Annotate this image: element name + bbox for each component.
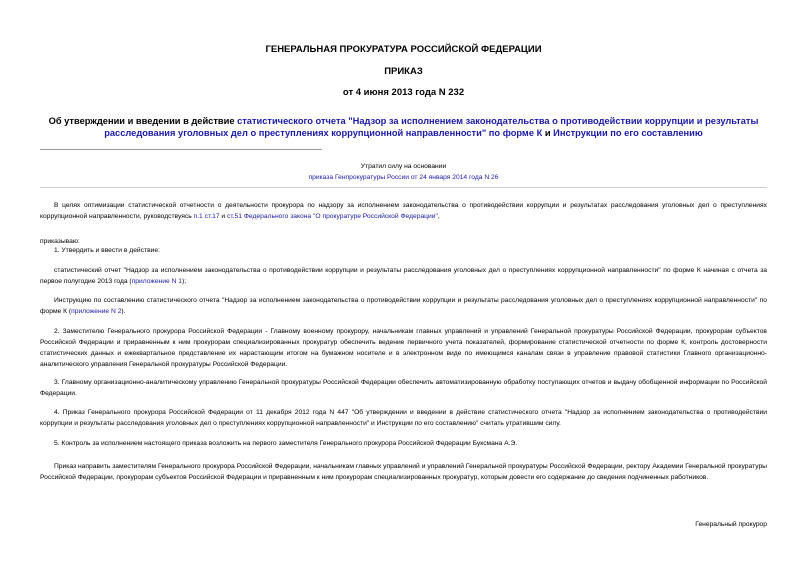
document-title: [40, 115, 767, 139]
intro-text: В целях оптимизации статистической отчетности о деятельности прокурора по надзору за исполнением законодательства о противодействии коррупции и результатах расследования уголовных дел о преступлениях коррупционной направленности, руководствуясь: [40, 202, 767, 220]
item-1a-text: статистический отчет "Надзор за исполнением законодательства о противодействии коррупции и результаты расследования уголовных дел о преступлениях коррупционной направленности" по форме К начиная с отчета за первое полугодие 2013 года (: [40, 267, 767, 285]
item-1a-end: );: [181, 278, 187, 285]
intro-paragraph: [40, 200, 767, 222]
status-note-text: Утратил силу на основании: [360, 163, 447, 170]
appendix-2-link[interactable]: приложение N 2: [71, 308, 122, 315]
document-kind: ПРИКАЗ: [384, 66, 423, 77]
law-article-17-link[interactable]: п.1 ст.17: [193, 213, 220, 220]
separator-short: [40, 149, 322, 150]
order-word: приказываю:: [40, 238, 80, 245]
item-1b: [40, 295, 767, 317]
closing-paragraph: Приказ направить заместителям Генерального прокурора Российской Федерации, начальникам главных управлений и управлений Генеральной прокуратуры Российской Федерации, ректору Академии Генеральной прокуратуры Российской Федерации, прокурорам субъектов Российской Федерации и приравненным к ним прокурорам специализированных прокуратур, которым довести его содержание до сведения подчиненных работников.: [40, 463, 767, 481]
item-5: 5. Контроль за исполнением настоящего приказа возложить на первого заместителя Генерального прокурора Российской Федерации Буксмана А.Э.: [54, 440, 518, 447]
title-middle: и: [542, 128, 554, 138]
status-note-link[interactable]: приказа Генпрокуратуры России от 24 января 2014 года N 26: [308, 174, 499, 181]
status-note: [40, 161, 767, 183]
intro-conj: и: [219, 213, 228, 220]
item-1a: [40, 265, 767, 287]
item-4: 4. Приказ Генерального прокурора Российской Федерации от 11 декабря 2012 года N 447 "Об утверждении и введении в действие статистического отчета "Надзор за исполнением законодательства о противодействии коррупции и результаты расследования уголовных дел о преступлениях коррупционной направленности" и Инструкции по его составлению" считать утратившим силу.: [40, 409, 767, 427]
item-1b-text: Инструкцию по составлению статистического отчета "Надзор за исполнением законодательства о противодействии коррупции и результаты расследования уголовных дел о преступлениях коррупционной направленности" по форме К (: [40, 297, 767, 315]
title-prefix: Об утверждении и введении в действие: [48, 116, 238, 126]
signature-title: Генеральный прокурор: [695, 521, 767, 528]
item-3: 3. Главному организационно-аналитическому управлению Генеральной прокуратуры Российской Федерации обеспечить автоматизированную обработку поступающих отчетов и выдачу обобщенной информации по Российской Федерации.: [40, 379, 767, 397]
document-date-number: от 4 июня 2013 года N 232: [342, 87, 465, 98]
item-2: 2. Заместителю Генерального прокурора Российской Федерации - Главному военному прокурору, начальникам главных управлений и управлений Генеральной прокуратуры Российской Федерации, прокурорам субъектов Российской Федерации и приравненным к ним прокурорам специализированных прокуратур обеспечить ведение первичного учета показателей, формирование статистической отчетности по форме К, контроль достоверности статистических данных и ежеквартальное представление их нарастающим итогом на бумажном носителе и в электронном виде по имеющимся каналам связи в управление правовой статистики Главного организационно-аналитического управления Генеральной прокуратуры Российской Федерации.: [40, 328, 767, 368]
appendix-1-link[interactable]: приложение N 1: [131, 278, 182, 285]
title-instruction-link[interactable]: Инструкции по его составлению: [553, 128, 703, 138]
item-1b-end: ).: [121, 308, 126, 315]
law-article-51-link[interactable]: ст.51 Федерального закона "О прокуратуре Российской Федерации": [227, 213, 438, 220]
item-1: 1. Утвердить и ввести в действие:: [54, 247, 160, 254]
issuer-heading: ГЕНЕРАЛЬНАЯ ПРОКУРАТУРА РОССИЙСКОЙ ФЕДЕРАЦИИ: [265, 44, 542, 55]
title-report-link[interactable]: статистического отчета "Надзор за исполнением законодательства о противодействии коррупции и результаты расследования уголовных дел о преступлениях коррупционной направленности" по форме К: [104, 116, 759, 138]
intro-end: ,: [437, 213, 440, 220]
separator-long: [40, 187, 767, 188]
